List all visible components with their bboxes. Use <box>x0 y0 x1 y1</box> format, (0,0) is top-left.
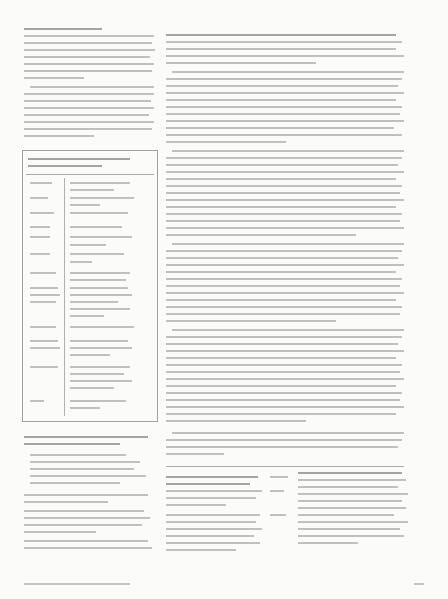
text-line <box>166 497 256 499</box>
text-line <box>166 535 254 537</box>
text-line <box>166 549 236 551</box>
text-line <box>172 432 404 434</box>
text-line <box>166 185 402 187</box>
text-line <box>166 392 402 394</box>
text-line <box>172 243 404 245</box>
text-line <box>298 542 358 544</box>
text-line <box>172 71 404 73</box>
table-cell <box>70 354 110 356</box>
text-line <box>166 171 404 173</box>
text-line <box>166 406 404 408</box>
text-line <box>166 227 404 229</box>
text-line <box>166 399 400 401</box>
table-cell <box>70 340 128 342</box>
text-line <box>166 483 250 485</box>
text-line <box>166 378 404 380</box>
table-cell <box>30 212 54 214</box>
text-line <box>298 514 394 516</box>
text-line <box>166 48 396 50</box>
text-line <box>166 257 398 259</box>
table-cell <box>30 197 48 199</box>
text-line <box>24 443 120 445</box>
table-cell <box>70 279 126 281</box>
text-line <box>166 34 396 36</box>
text-line <box>166 141 286 143</box>
text-line <box>30 475 146 477</box>
text-line <box>270 514 286 516</box>
text-line <box>30 461 140 463</box>
text-line <box>166 164 398 166</box>
text-line <box>298 507 406 509</box>
text-line <box>166 134 402 136</box>
text-line <box>172 150 404 152</box>
table-cell <box>70 272 130 274</box>
table-cell <box>70 301 118 303</box>
text-line <box>166 55 404 57</box>
text-line <box>166 220 400 222</box>
text-line <box>298 528 400 530</box>
text-line <box>166 106 402 108</box>
text-line <box>298 521 408 523</box>
table-cell <box>70 261 92 263</box>
text-line <box>24 135 94 137</box>
table-cell <box>70 407 100 409</box>
table-cell <box>70 347 132 349</box>
text-line <box>166 320 336 322</box>
text-line <box>166 350 404 352</box>
text-line <box>166 420 306 422</box>
text-line <box>166 357 396 359</box>
text-line <box>166 490 262 492</box>
text-line <box>24 28 102 30</box>
text-line <box>24 128 152 130</box>
table-cell <box>70 253 124 255</box>
text-line <box>166 299 396 301</box>
text-line <box>166 343 398 345</box>
text-line <box>30 86 154 88</box>
text-line <box>166 476 258 478</box>
text-line <box>24 531 96 533</box>
text-line <box>166 521 256 523</box>
text-line <box>298 535 404 537</box>
text-line <box>24 56 150 58</box>
text-line <box>166 542 260 544</box>
text-line <box>166 264 404 266</box>
text-line <box>166 439 402 441</box>
text-line <box>166 127 394 129</box>
text-line <box>166 192 400 194</box>
text-line <box>24 540 148 542</box>
table-cell <box>70 315 104 317</box>
text-line <box>166 306 402 308</box>
text-line <box>166 78 402 80</box>
table-caption <box>28 165 102 167</box>
text-line <box>166 41 402 43</box>
text-line <box>30 482 120 484</box>
text-line <box>166 234 356 236</box>
text-line <box>166 413 396 415</box>
text-line <box>166 278 402 280</box>
text-line <box>166 120 404 122</box>
text-line <box>24 436 148 438</box>
text-line <box>166 157 402 159</box>
text-line <box>30 454 126 456</box>
text-line <box>24 501 108 503</box>
text-line <box>166 446 398 448</box>
text-line <box>24 77 84 79</box>
table-rule <box>26 174 154 175</box>
table-cell <box>70 189 114 191</box>
table-caption <box>28 158 130 160</box>
table-cell <box>70 373 124 375</box>
text-line <box>24 121 154 123</box>
text-line <box>166 250 402 252</box>
table-cell <box>70 212 128 214</box>
table-cell <box>30 236 50 238</box>
text-line <box>166 85 398 87</box>
text-line <box>166 271 396 273</box>
text-line <box>24 107 154 109</box>
text-line <box>24 114 149 116</box>
table-cell <box>30 340 58 342</box>
table-cell <box>70 308 130 310</box>
text-line <box>24 35 154 37</box>
text-line <box>24 510 144 512</box>
text-line <box>298 479 406 481</box>
table-column-divider <box>64 178 65 416</box>
table-cell <box>70 400 126 402</box>
table-cell <box>70 244 106 246</box>
table-cell <box>70 182 130 184</box>
text-line <box>166 285 400 287</box>
text-line <box>24 547 152 549</box>
text-line <box>166 528 262 530</box>
table-cell <box>70 380 132 382</box>
text-line <box>166 313 400 315</box>
text-line <box>24 100 151 102</box>
table-cell <box>30 253 50 255</box>
text-line <box>270 476 288 478</box>
table-cell <box>70 204 100 206</box>
table-cell <box>30 287 58 289</box>
text-line <box>166 364 402 366</box>
table-cell <box>30 347 60 349</box>
text-line <box>166 453 224 455</box>
table-cell <box>70 387 114 389</box>
table-cell <box>30 366 58 368</box>
text-line <box>166 336 402 338</box>
text-line <box>166 199 404 201</box>
text-line <box>30 468 134 470</box>
table-cell <box>30 301 56 303</box>
text-line <box>298 472 402 474</box>
text-line <box>24 93 154 95</box>
text-line <box>24 494 148 496</box>
text-line <box>166 178 396 180</box>
table-cell <box>30 294 60 296</box>
text-line <box>166 504 226 506</box>
text-line <box>166 371 400 373</box>
table-cell <box>70 287 128 289</box>
table-cell <box>70 366 130 368</box>
text-line <box>166 206 396 208</box>
text-line <box>298 493 408 495</box>
footer-left-text <box>24 583 130 585</box>
text-line <box>270 490 284 492</box>
table-cell <box>30 400 44 402</box>
text-line <box>166 92 404 94</box>
text-line <box>24 517 150 519</box>
text-line <box>166 113 400 115</box>
text-line <box>166 213 402 215</box>
section-rule <box>166 466 404 467</box>
text-line <box>24 49 155 51</box>
text-line <box>24 42 152 44</box>
text-line <box>166 99 396 101</box>
text-line <box>298 500 402 502</box>
table-cell <box>70 236 132 238</box>
text-line <box>298 486 398 488</box>
text-line <box>172 329 404 331</box>
table-cell <box>30 326 56 328</box>
table-cell <box>30 272 56 274</box>
table-cell <box>70 197 134 199</box>
text-line <box>166 385 396 387</box>
page-number <box>414 583 424 585</box>
table-cell <box>70 226 122 228</box>
text-line <box>24 70 152 72</box>
text-line <box>166 292 404 294</box>
text-line <box>24 524 142 526</box>
table-cell <box>30 182 52 184</box>
table-cell <box>70 326 134 328</box>
text-line <box>166 514 260 516</box>
table-cell <box>30 226 50 228</box>
table-cell <box>70 294 132 296</box>
text-line <box>166 62 316 64</box>
text-line <box>24 63 154 65</box>
